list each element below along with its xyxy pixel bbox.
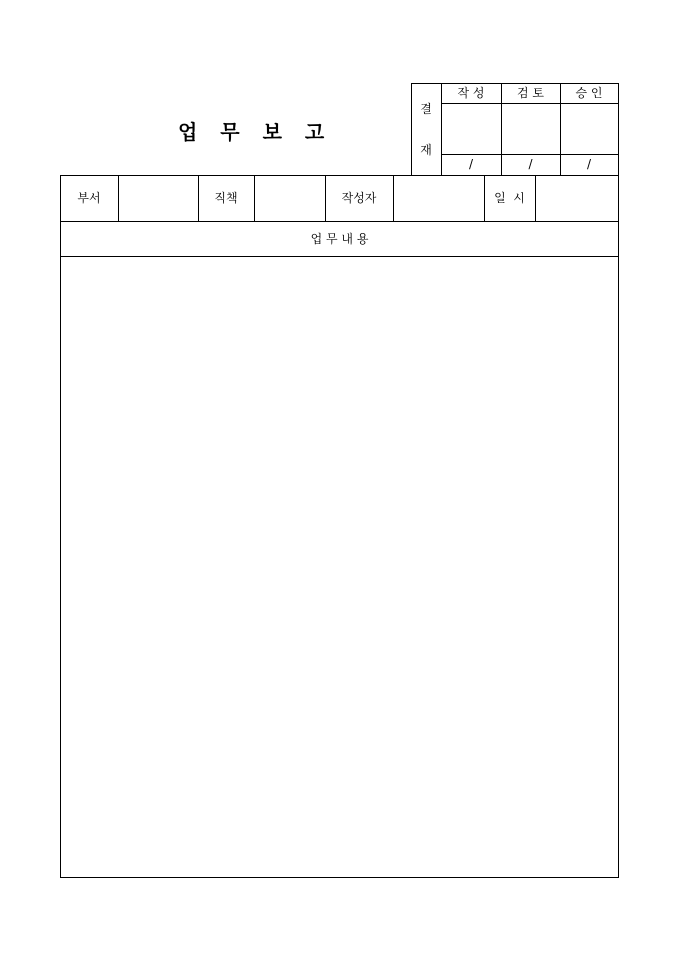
approval-date-author[interactable]: / — [468, 157, 474, 171]
approval-sign-approve[interactable] — [561, 104, 618, 154]
position-field[interactable] — [255, 176, 325, 221]
department-field[interactable] — [119, 176, 198, 221]
approval-label-bottom: 재 — [420, 143, 432, 157]
author-field[interactable] — [394, 176, 484, 221]
content-header: 업 무 내 용 — [310, 232, 369, 246]
approval-header-author: 작 성 — [457, 86, 485, 100]
approval-date-review[interactable]: / — [528, 157, 533, 171]
approval-sign-review[interactable] — [502, 104, 560, 154]
approval-header-approve: 승 인 — [575, 86, 603, 100]
approval-header-review: 검 토 — [517, 86, 544, 100]
author-label: 작성자 — [341, 191, 377, 205]
content-body-field[interactable] — [61, 257, 618, 877]
department-label: 부서 — [77, 191, 101, 205]
document-title: 업 무 보 고 — [178, 120, 333, 144]
approval-label-top: 결 — [420, 102, 432, 116]
date-field[interactable] — [536, 176, 618, 221]
date-label: 일 시 — [494, 191, 525, 205]
position-label: 직책 — [214, 191, 238, 205]
approval-date-approve[interactable]: / — [586, 157, 592, 171]
approval-sign-author[interactable] — [442, 104, 501, 154]
